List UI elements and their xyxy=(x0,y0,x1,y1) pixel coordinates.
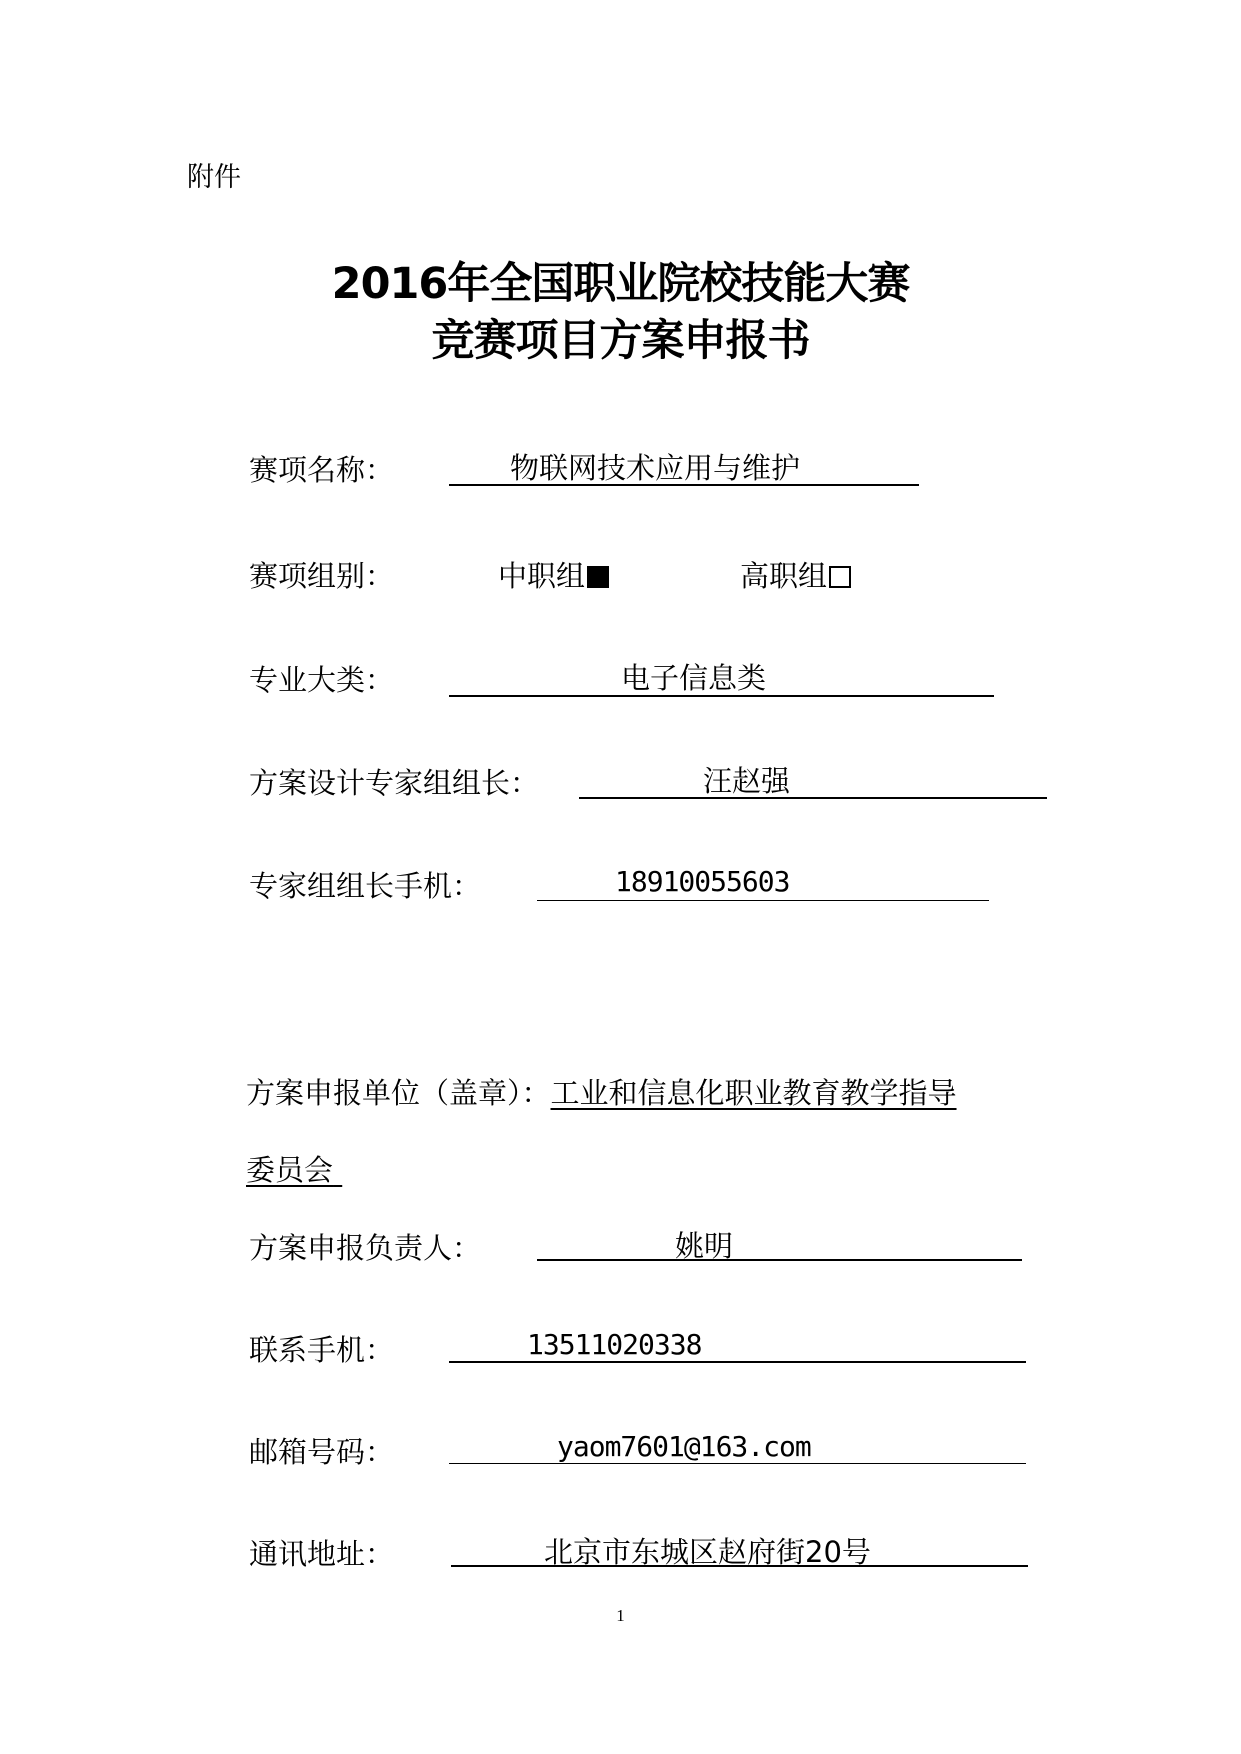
applicant-person-value: 姚明 xyxy=(675,1229,734,1263)
address-value: 北京市东城区赵府街20号 xyxy=(544,1535,871,1569)
option-secondary-vocational[interactable] xyxy=(498,554,609,595)
contact-phone-value: 13511020338 xyxy=(527,1328,702,1361)
applicant-person-label: 方案申报负责人： xyxy=(249,1231,482,1265)
unchecked-box-icon[interactable] xyxy=(829,566,851,588)
document-title-line2: 竞赛项目方案申报书 xyxy=(431,316,810,366)
email-value: yaom7601@163.com xyxy=(557,1430,811,1463)
checked-box-icon[interactable] xyxy=(587,566,609,588)
applicant-person-underline xyxy=(537,1259,1022,1261)
option-higher-vocational[interactable] xyxy=(740,554,851,595)
event-name-underline xyxy=(449,484,919,486)
option-higher-vocational-label: 高职组 xyxy=(740,559,828,593)
event-name-value: 物联网技术应用与维护 xyxy=(510,451,801,485)
expert-leader-phone-underline xyxy=(537,900,989,901)
expert-leader-value: 汪赵强 xyxy=(703,764,791,798)
applicant-unit-label: 方案申报单位（盖章）： xyxy=(246,1076,551,1110)
email-underline xyxy=(449,1463,1026,1464)
applicant-unit-row-2 xyxy=(246,1148,342,1189)
event-name-label: 赛项名称： xyxy=(249,453,395,487)
applicant-unit-value-line2: 委员会 xyxy=(246,1153,334,1187)
contact-phone-underline xyxy=(449,1361,1026,1363)
option-secondary-vocational-label: 中职组 xyxy=(498,559,586,593)
expert-leader-phone-label: 专家组组长手机： xyxy=(249,869,482,903)
expert-leader-underline xyxy=(579,797,1047,799)
address-label: 通讯地址： xyxy=(249,1537,395,1571)
document-title-line1: 2016年全国职业院校技能大赛 xyxy=(331,259,910,309)
major-category-label: 专业大类： xyxy=(249,663,395,697)
applicant-unit-value-line1: 工业和信息化职业教育教学指导 xyxy=(550,1076,957,1110)
contact-phone-label: 联系手机： xyxy=(249,1333,395,1367)
major-category-underline xyxy=(449,695,994,697)
address-underline xyxy=(451,1565,1028,1567)
page-number: 1 xyxy=(616,1606,625,1625)
event-group-label: 赛项组别： xyxy=(249,559,395,593)
major-category-value: 电子信息类 xyxy=(621,661,767,695)
annex-label: 附件 xyxy=(187,162,241,193)
expert-leader-phone-value: 18910055603 xyxy=(615,865,790,898)
applicant-unit-row xyxy=(246,1071,957,1112)
expert-leader-label: 方案设计专家组组长： xyxy=(249,766,540,800)
email-label: 邮箱号码： xyxy=(249,1435,395,1469)
